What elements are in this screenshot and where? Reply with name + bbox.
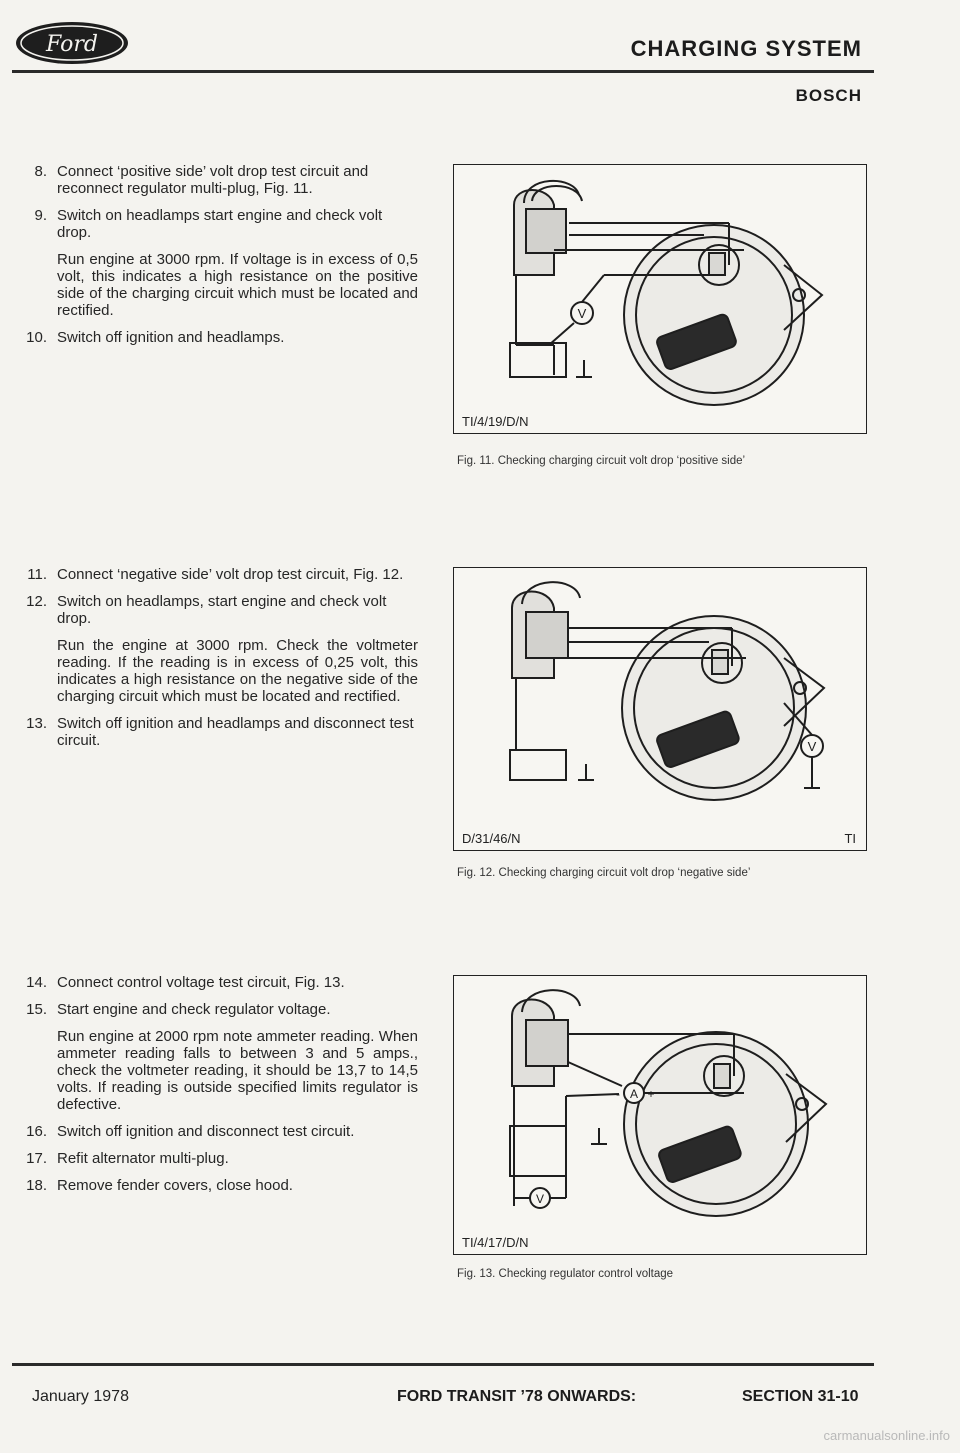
alternator-diagram [454, 165, 866, 433]
step-number: 11. [27, 566, 47, 583]
step-text: Remove fender covers, close hood. [57, 1177, 293, 1194]
footer-date: January 1978 [32, 1388, 129, 1405]
alternator-diagram [454, 976, 866, 1254]
step-item [8, 974, 418, 991]
steps-section-2 [8, 566, 418, 759]
page-title: CHARGING SYSTEM [630, 36, 862, 61]
step-paragraph: Run the engine at 3000 rpm. Check the voltmeter reading. If the reading is in excess of 0,25 volt, this indicates a high resistance on the negative side of the charging circuit which must be located and rectified. [57, 637, 418, 705]
ammeter-label: A [629, 1087, 639, 1101]
voltmeter-label: V [535, 1192, 545, 1206]
step-item [8, 1177, 418, 1194]
steps-section-3 [8, 974, 418, 1204]
steps-section-1 [8, 163, 418, 356]
step-text: Connect ‘positive side’ volt drop test circuit and reconnect regulator multi-plug, Fig. 11. [57, 163, 369, 197]
figure-code: D/31/46/N [462, 831, 521, 846]
figure-13 [453, 975, 867, 1255]
step-number: 18. [26, 1177, 47, 1194]
step-item [8, 1150, 418, 1167]
ford-logo-text: Ford [46, 32, 98, 57]
watermark: carmanualsonline.info [823, 1428, 950, 1443]
step-text: Switch off ignition and headlamps. [57, 329, 285, 346]
figure-caption: Fig. 13. Checking regulator control voltage [457, 1268, 674, 1280]
step-text: Refit alternator multi-plug. [57, 1150, 229, 1167]
figure-11 [453, 164, 867, 434]
step-item [8, 566, 418, 583]
footer-publication: FORD TRANSIT ’78 ONWARDS: [397, 1388, 637, 1405]
page-subtitle: BOSCH [795, 86, 862, 105]
step-text: Start engine and check regulator voltage. [57, 1001, 331, 1018]
step-number: 13. [26, 715, 47, 732]
step-text: Switch on headlamps start engine and check volt drop. [57, 207, 383, 241]
footer-section: SECTION 31-10 [742, 1388, 859, 1405]
voltmeter-label: V [807, 739, 817, 754]
footer-divider [12, 1363, 874, 1366]
step-text: Connect ‘negative side’ volt drop test circuit, Fig. 12. [57, 566, 404, 583]
figure-caption: Fig. 12. Checking charging circuit volt drop ‘negative side’ [457, 867, 751, 879]
ammeter-minus-label: - [616, 1087, 620, 1101]
step-number: 17. [26, 1150, 47, 1167]
step-item [8, 715, 418, 749]
ammeter-plus-label: + [647, 1087, 655, 1101]
figure-12 [453, 567, 867, 851]
step-item [8, 1001, 418, 1018]
step-number: 12. [26, 593, 47, 610]
step-paragraph: Run engine at 2000 rpm note ammeter reading. When ammeter reading falls to between 3 and 5 amps., check the voltmeter reading, it should be 13,7 to 14,5 volts. If reading is outside specified limits regulator is defective. [57, 1028, 418, 1113]
ford-logo [12, 18, 132, 68]
step-item [8, 1123, 418, 1140]
step-number: 16. [26, 1123, 47, 1140]
step-item [8, 593, 418, 627]
step-number: 14. [26, 974, 47, 991]
figure-caption: Fig. 11. Checking charging circuit volt drop ‘positive side’ [457, 455, 746, 467]
step-item [8, 207, 418, 241]
header-divider [12, 70, 874, 73]
step-number: 15. [26, 1001, 47, 1018]
step-text: Switch off ignition and headlamps and disconnect test circuit. [57, 715, 414, 749]
step-number: 8. [34, 163, 47, 180]
voltmeter-label: V [577, 306, 587, 321]
step-text: Switch off ignition and disconnect test circuit. [57, 1123, 355, 1140]
step-number: 9. [34, 207, 47, 224]
step-number: 10. [26, 329, 47, 346]
step-item [8, 163, 418, 197]
step-text: Connect control voltage test circuit, Fig. 13. [57, 974, 345, 991]
step-text: Switch on headlamps, start engine and check volt drop. [57, 593, 387, 627]
step-paragraph: Run engine at 3000 rpm. If voltage is in excess of 0,5 volt, this indicates a high resistance on the positive side of the charging circuit which must be located and rectified. [57, 251, 418, 319]
figure-code: TI/4/17/D/N [462, 1235, 529, 1250]
step-item [8, 329, 418, 346]
figure-code-right: TI [844, 831, 856, 846]
figure-code: TI/4/19/D/N [462, 414, 529, 429]
alternator-diagram [454, 568, 866, 850]
